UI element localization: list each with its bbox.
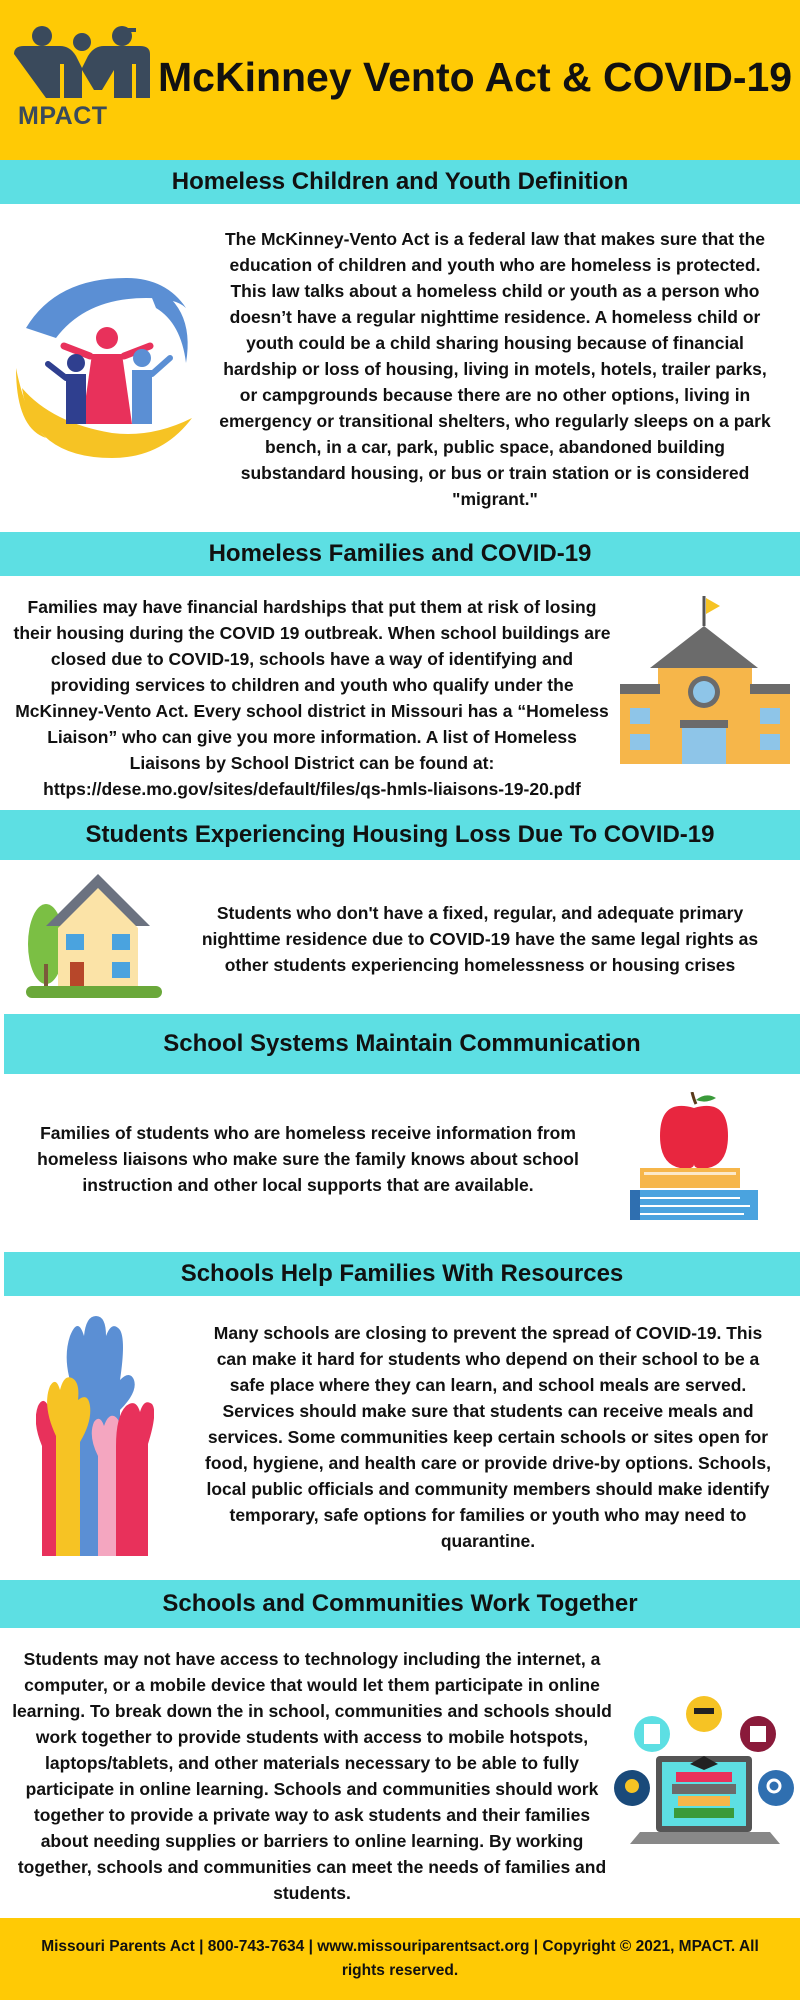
raised-hands-icon [36,1316,154,1556]
section-body-housing-loss: Students who don't have a fixed, regular, and adequate primary nighttime residence due to COVID-19 have the same legal rights as other students experiencing homelessness or housing crises [201,903,759,975]
school-building-icon [620,596,790,764]
page-title: McKinney Vento Act & COVID-19 [158,54,793,100]
laptop-learning-icon [610,1692,800,1852]
footer-contact [0,1918,800,2000]
section-heading-housing-loss: Students Experiencing Housing Loss Due To COVID-19 [0,810,800,860]
section-body-resources: Many schools are closing to prevent the spread of COVID-19. This can make it hard for students who depend on their school to be a safe place where they can learn, and school meals are served. Services should make sure that students can receive meals and services. Some communities keep certain schools or sites open for food, hygiene, and health care or provide drive-by options. Schools, local public officials and community members should make identify temporary, safe options for families or youth who may need to quarantine. [205,1323,771,1551]
section-body-definition: The McKinney-Vento Act is a federal law that makes sure that the education of children and youth who are homeless is protected. This law talks about a homeless child or youth as a person who doesn’t have a regular nighttime residence. A homeless child or youth could be a child sharing housing because of financial hardship or loss of housing, living in motels, hotels, trailer parks, or campgrounds because there are no other options, living in emergency or transitional shelters, who regularly sleeps on a park bench, in a car, park, public space, abandoned building substandard housing, or bus or train station or is considered "migrant." [219,229,771,509]
footer-text: Missouri Parents Act | 800-743-7634 | www.missouriparentsact.org | Copyright © 2021, MPACT. All rights reserved. [41,1938,759,1979]
house-icon [26,874,162,1000]
logo-wordmark: MPACT [18,102,108,130]
section-heading-definition: Homeless Children and Youth Definition [0,160,800,204]
section-body-work-together: Students may not have access to technology including the internet, a computer, or a mobile device that would let them participate in online learning. To break down the in school, communities and schools should work together to provide students with access to mobile hotspots, laptops/tablets, and other materials necessary to be able to fully participate in online learning. Schools and communities should work together to provide a private way to ask students and their families about needing supplies or barriers to online learning. By working together, schools and communities can meet the needs of families and students. [12,1649,612,1903]
section-heading-resources: Schools Help Families With Resources [4,1252,800,1296]
section-heading-families-covid: Homeless Families and COVID-19 [0,532,800,576]
section-heading-communication: School Systems Maintain Communication [4,1014,800,1074]
family-hands-icon [16,268,198,458]
apple-books-icon [630,1092,760,1224]
section-body-families-covid: Families may have financial hardships that put them at risk of losing their housing during the COVID 19 outbreak. When school buildings are closed due to COVID-19, schools have a way of identifying and providing services to children and youth who qualify under the McKinney-Vento Act. Every school district in Missouri has a “Homeless Liaison” who can give you more information. A list of Homeless Liaisons by School District can be found at: https://dese.mo.gov/sites/default/files/qs-hmls-liaisons-19-20.pdf [13,597,611,799]
section-heading-work-together: Schools and Communities Work Together [0,1580,800,1628]
header-banner [0,0,800,160]
section-body-communication: Families of students who are homeless receive information from homeless liaisons who make sure the family knows about school instruction and other local supports that are available. [37,1123,579,1195]
